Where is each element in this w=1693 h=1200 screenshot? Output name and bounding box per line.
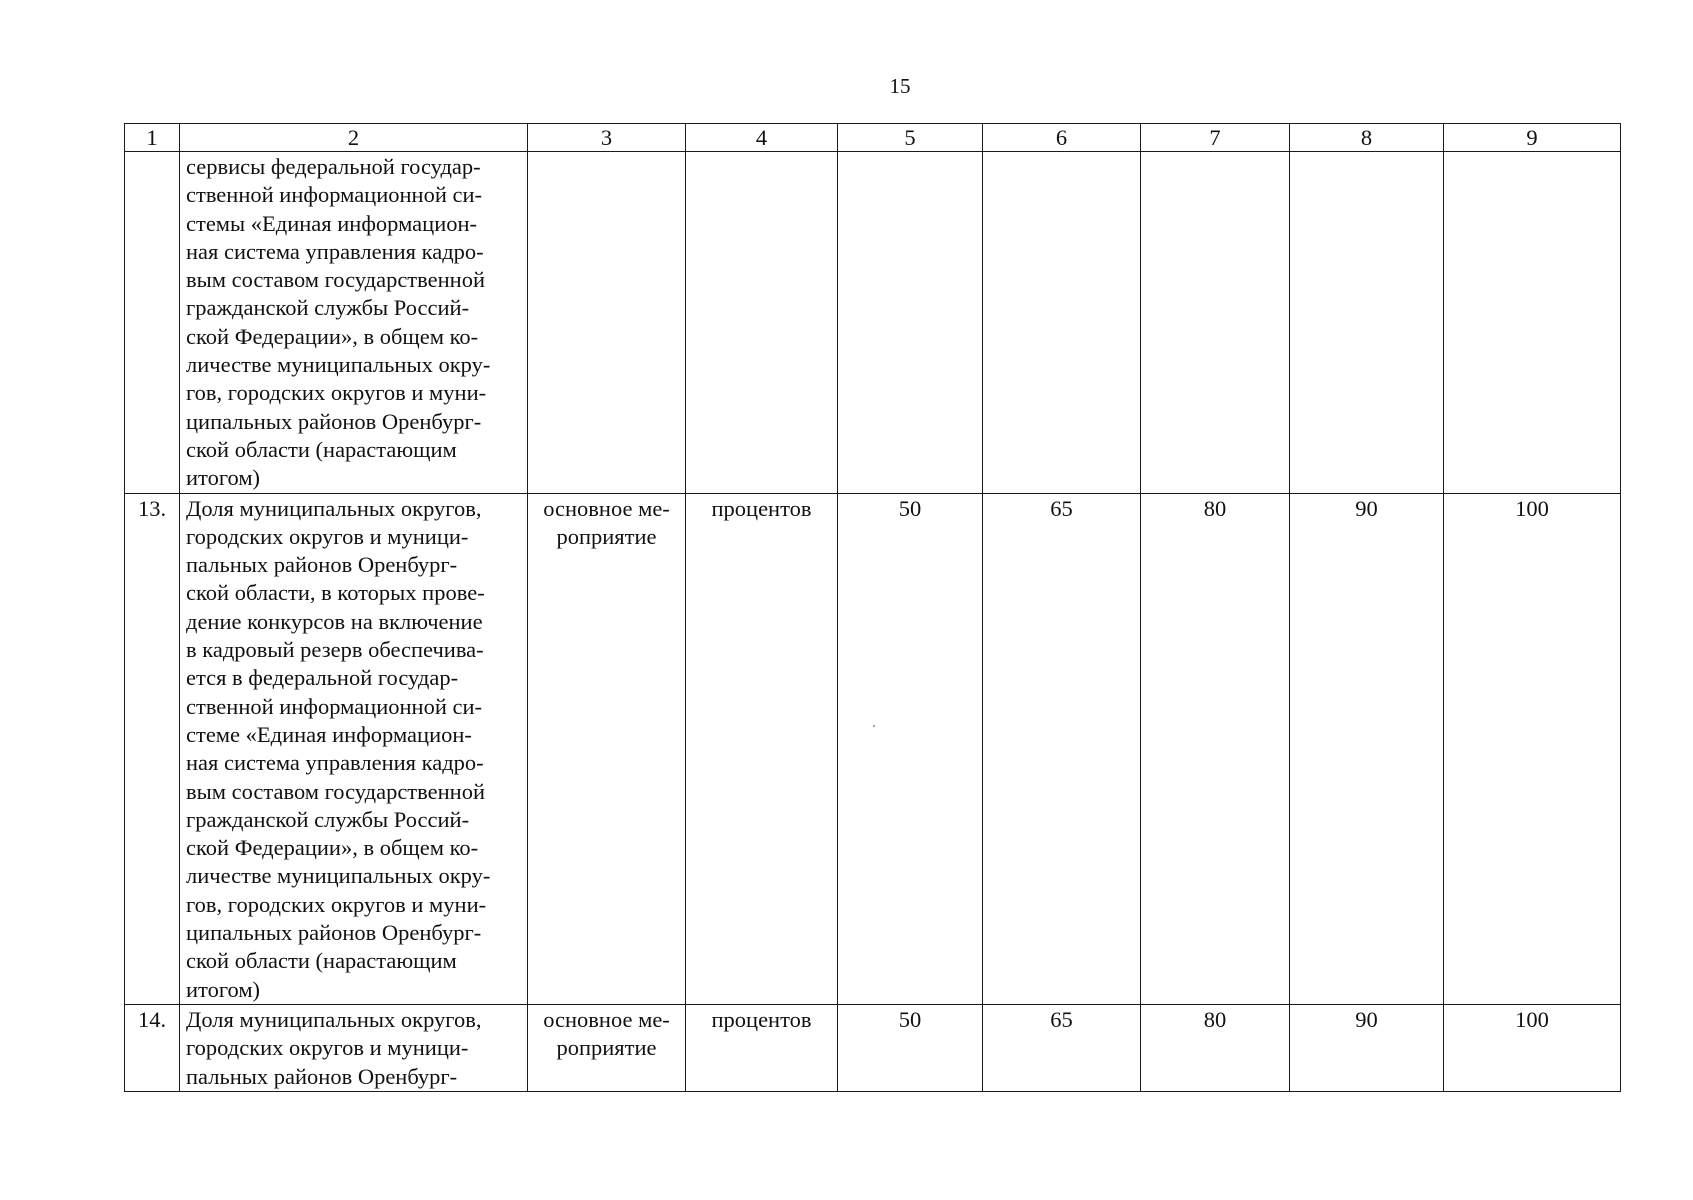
column-number-8: 8: [1290, 124, 1444, 152]
value-col-8: 90: [1290, 493, 1444, 1004]
description-line: ской области (нарастающим: [186, 948, 457, 974]
description-line: итогом): [186, 465, 261, 491]
indicator-unit: процентов: [686, 493, 838, 1004]
page-number: 15: [889, 74, 911, 98]
description-line: вым составом государственной: [186, 267, 485, 293]
indicator-description: [180, 152, 528, 494]
indicator-type: [528, 1004, 686, 1091]
table-row-continuation: [125, 152, 1621, 494]
description-line: пальных районов Оренбург-: [186, 552, 458, 578]
description-line: ципальных районов Оренбург-: [186, 920, 482, 946]
indicator-unit: процентов: [686, 1004, 838, 1091]
column-number-7: 7: [1141, 124, 1290, 152]
description-line: гов, городских округов и муни-: [186, 891, 487, 917]
description-line: вым составом государственной: [186, 778, 485, 804]
description-line: дение конкурсов на включение: [186, 608, 483, 634]
description-line: сервисы федеральной государ-: [186, 154, 481, 179]
value-col-6: 65: [983, 1004, 1141, 1091]
column-number-2: 2: [180, 124, 528, 152]
value-col-6: [983, 152, 1141, 494]
description-line: гражданской службы Россий-: [186, 295, 470, 321]
type-line: основное ме-: [543, 1006, 670, 1032]
column-number-row: [125, 124, 1621, 152]
value-col-9: 100: [1444, 1004, 1621, 1091]
description-line: пальных районов Оренбург-: [186, 1063, 458, 1089]
description-line: ципальных районов Оренбург-: [186, 408, 482, 434]
indicator-type: [528, 493, 686, 1004]
indicator-table: [124, 123, 1621, 1092]
column-number-1: 1: [125, 124, 180, 152]
description-line: ственной информационной си-: [186, 693, 483, 719]
column-number-4: 4: [686, 124, 838, 152]
description-line: ная система управления кадро-: [186, 750, 484, 776]
row-number: 13.: [125, 493, 180, 1004]
column-number-3: 3: [528, 124, 686, 152]
description-line: гражданской службы Россий-: [186, 806, 470, 832]
value-col-6: 65: [983, 493, 1141, 1004]
description-line: личестве муниципальных окру-: [186, 352, 491, 378]
description-line: ской области (нарастающим: [186, 436, 457, 462]
description-line: Доля муниципальных округов,: [186, 495, 482, 521]
value-col-7: 80: [1141, 1004, 1290, 1091]
row-number: 14.: [125, 1004, 180, 1091]
description-line: ской области, в которых прове-: [186, 580, 485, 606]
type-line: роприятие: [556, 1035, 657, 1061]
type-line: роприятие: [556, 523, 657, 549]
description-line: ная система управления кадро-: [186, 238, 484, 264]
description-line: Доля муниципальных округов,: [186, 1006, 482, 1032]
type-line: основное ме-: [543, 495, 670, 521]
description-line: ется в федеральной государ-: [186, 665, 459, 691]
value-col-9: 100: [1444, 493, 1621, 1004]
value-col-8: [1290, 152, 1444, 494]
description-line: городских округов и муници-: [186, 1035, 469, 1061]
value-col-5: [838, 152, 983, 494]
value-col-9: [1444, 152, 1621, 494]
row-number-cell: [125, 152, 180, 494]
description-line: личестве муниципальных окру-: [186, 863, 491, 889]
description-line: в кадровый резерв обеспечива-: [186, 637, 484, 663]
value-col-5: 50: [838, 1004, 983, 1091]
column-number-5: 5: [838, 124, 983, 152]
column-number-9: 9: [1444, 124, 1621, 152]
description-line: ственной информационной си-: [186, 182, 483, 208]
value-col-7: [1141, 152, 1290, 494]
value-col-8: 90: [1290, 1004, 1444, 1091]
table-row-14: [125, 1004, 1621, 1091]
value-col-7: 80: [1141, 493, 1290, 1004]
scan-speck: [873, 725, 875, 727]
indicator-type: [528, 152, 686, 494]
description-line: ской Федерации», в общем ко-: [186, 323, 479, 349]
description-line: ской Федерации», в общем ко-: [186, 835, 479, 861]
description-line: итогом): [186, 976, 261, 1002]
indicator-description: [180, 493, 528, 1004]
description-line: стемы «Единая информацион-: [186, 210, 478, 236]
description-line: городских округов и муници-: [186, 523, 469, 549]
value-col-5: 50: [838, 493, 983, 1004]
indicator-description: [180, 1004, 528, 1091]
description-line: стеме «Единая информацион-: [186, 721, 472, 747]
column-number-6: 6: [983, 124, 1141, 152]
description-line: гов, городских округов и муни-: [186, 380, 487, 406]
indicator-unit: [686, 152, 838, 494]
table-row-13: [125, 493, 1621, 1004]
